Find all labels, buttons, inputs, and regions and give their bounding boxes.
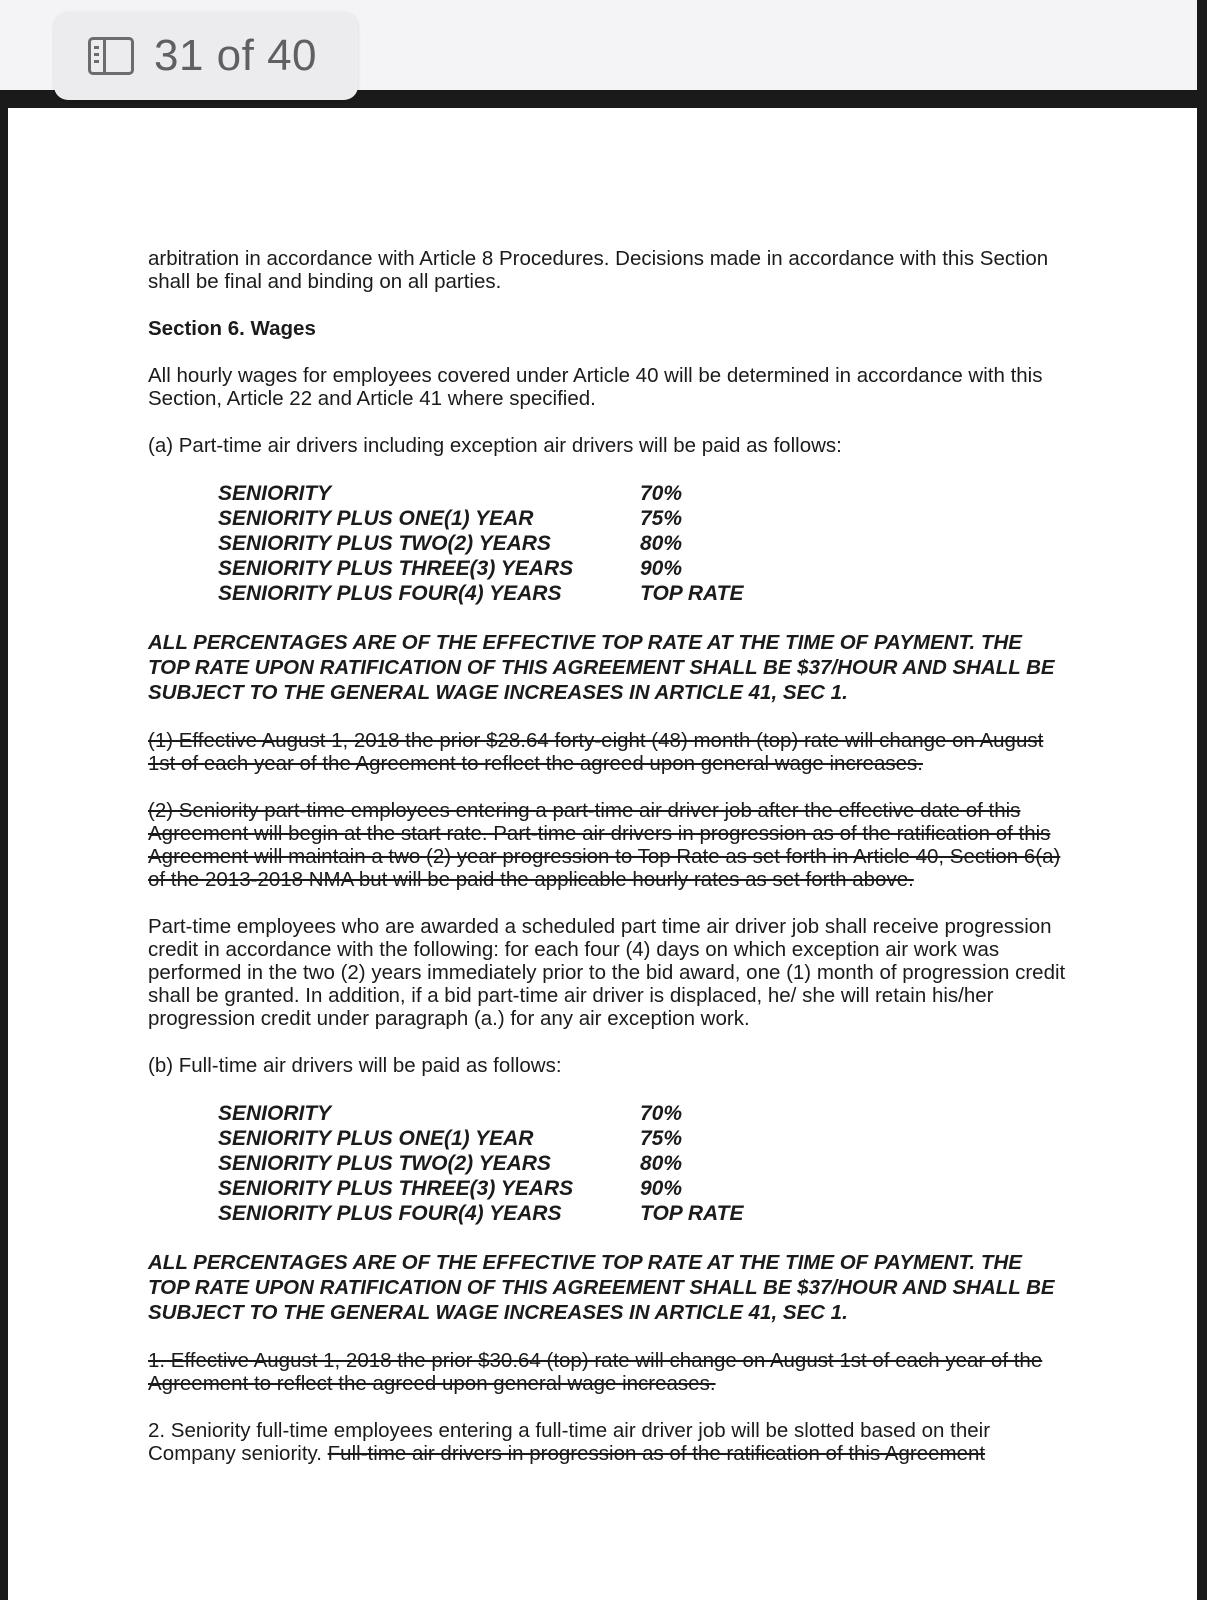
page-indicator[interactable] — [54, 12, 358, 100]
rate-row — [218, 1201, 1068, 1226]
rate-row — [218, 506, 1068, 531]
rate-label: SENIORITY PLUS THREE(3) YEARS — [218, 1177, 574, 1200]
part-a-notice: ALL PERCENTAGES ARE OF THE EFFECTIVE TOP RATE AT THE TIME OF PAYMENT. THE TOP RATE UPON RATIFICATION OF THIS AGREEMENT SHALL BE $37/HOUR AND SHALL BE SUBJECT TO THE GENERAL WAGE INCREASES IN ARTICLE 41, SEC 1. — [148, 631, 1055, 704]
sidebar-icon[interactable] — [88, 37, 134, 75]
part-b-item-2-struck-text: Full-time air drivers in progression as of the ratification of this Agreement — [327, 1442, 986, 1465]
rate-value: 90% — [640, 1177, 683, 1200]
rate-value: 80% — [640, 532, 683, 555]
part-b-rate-table — [218, 1101, 1068, 1226]
section-intro: All hourly wages for employees covered under Article 40 will be determined in accordance with this Section, Article 22 and Article 41 where specified. — [148, 364, 1043, 410]
document-content — [148, 247, 1068, 1489]
part-a-rate-table — [218, 481, 1068, 606]
page-border-left — [0, 90, 8, 1600]
intro-paragraph: arbitration in accordance with Article 8 Procedures. Decisions made in accordance with this Section shall be final and binding on all parties. — [148, 247, 1049, 293]
part-b-heading: (b) Full-time air drivers will be paid as follows: — [148, 1054, 562, 1077]
page-border-right — [1197, 0, 1207, 1600]
section-heading: Section 6. Wages — [148, 317, 316, 340]
part-a-struck-item-2: (2) Seniority part-time employees entering a part-time air driver job after the effective date of this Agreement will begin at the start rate. Part-time air drivers in progression as of the ratification of this Agreement will maintain a two (2) year progression to Top Rate as set forth in Article 40, Section 6(a) of the 2013-2018 NMA but will be paid the applicable hourly rates as set forth above. — [148, 799, 1061, 891]
rate-value: 90% — [640, 557, 683, 580]
rate-label: SENIORITY PLUS FOUR(4) YEARS — [218, 1202, 562, 1225]
rate-value: 75% — [640, 507, 683, 530]
rate-row — [218, 581, 1068, 606]
rate-value: 75% — [640, 1127, 683, 1150]
rate-label: SENIORITY PLUS TWO(2) YEARS — [218, 1152, 551, 1175]
rate-label: SENIORITY PLUS THREE(3) YEARS — [218, 557, 574, 580]
page-count: 31 of 40 — [154, 31, 318, 80]
rate-row — [218, 1126, 1068, 1151]
rate-row — [218, 1151, 1068, 1176]
rate-label: SENIORITY PLUS ONE(1) YEAR — [218, 507, 534, 530]
part-b-item-2-text: 2. Seniority full-time employees entering a full-time air driver job will be slotted based on their Company seniority. — [148, 1419, 991, 1465]
part-a-heading: (a) Part-time air drivers including exception air drivers will be paid as follows: — [148, 434, 842, 457]
rate-value: TOP RATE — [640, 1202, 744, 1225]
rate-label: SENIORITY PLUS FOUR(4) YEARS — [218, 582, 562, 605]
rate-value: 70% — [640, 482, 683, 505]
rate-row — [218, 481, 1068, 506]
rate-label: SENIORITY — [218, 1102, 332, 1125]
rate-value: 70% — [640, 1102, 683, 1125]
rate-label: SENIORITY — [218, 482, 332, 505]
part-b-struck-item-1: 1. Effective August 1, 2018 the prior $30.64 (top) rate will change on August 1st of each year of the Agreement to reflect the agreed upon general wage increases. — [148, 1349, 1043, 1395]
rate-value: TOP RATE — [640, 582, 744, 605]
rate-row — [218, 556, 1068, 581]
rate-value: 80% — [640, 1152, 683, 1175]
rate-label: SENIORITY PLUS ONE(1) YEAR — [218, 1127, 534, 1150]
rate-row — [218, 531, 1068, 556]
part-b-item-2 — [148, 1419, 1068, 1465]
part-b-notice: ALL PERCENTAGES ARE OF THE EFFECTIVE TOP RATE AT THE TIME OF PAYMENT. THE TOP RATE UPON RATIFICATION OF THIS AGREEMENT SHALL BE $37/HOUR AND SHALL BE SUBJECT TO THE GENERAL WAGE INCREASES IN ARTICLE 41, SEC 1. — [148, 1251, 1055, 1324]
rate-row — [218, 1176, 1068, 1201]
progression-credit-paragraph: Part-time employees who are awarded a scheduled part time air driver job shall receive progression credit in accordance with the following: for each four (4) days on which exception air work was performed in the two (2) years immediately prior to the bid award, one (1) month of progression credit shall be granted. In addition, if a bid part-time air driver is displaced, he/ she will retain his/her progression credit under paragraph (a.) for any air exception work. — [148, 915, 1066, 1030]
rate-row — [218, 1101, 1068, 1126]
rate-label: SENIORITY PLUS TWO(2) YEARS — [218, 532, 551, 555]
part-a-struck-item-1: (1) Effective August 1, 2018 the prior $28.64 forty-eight (48) month (top) rate will change on August 1st of each year of the Agreement to reflect the agreed upon general wage increases. — [148, 729, 1044, 775]
